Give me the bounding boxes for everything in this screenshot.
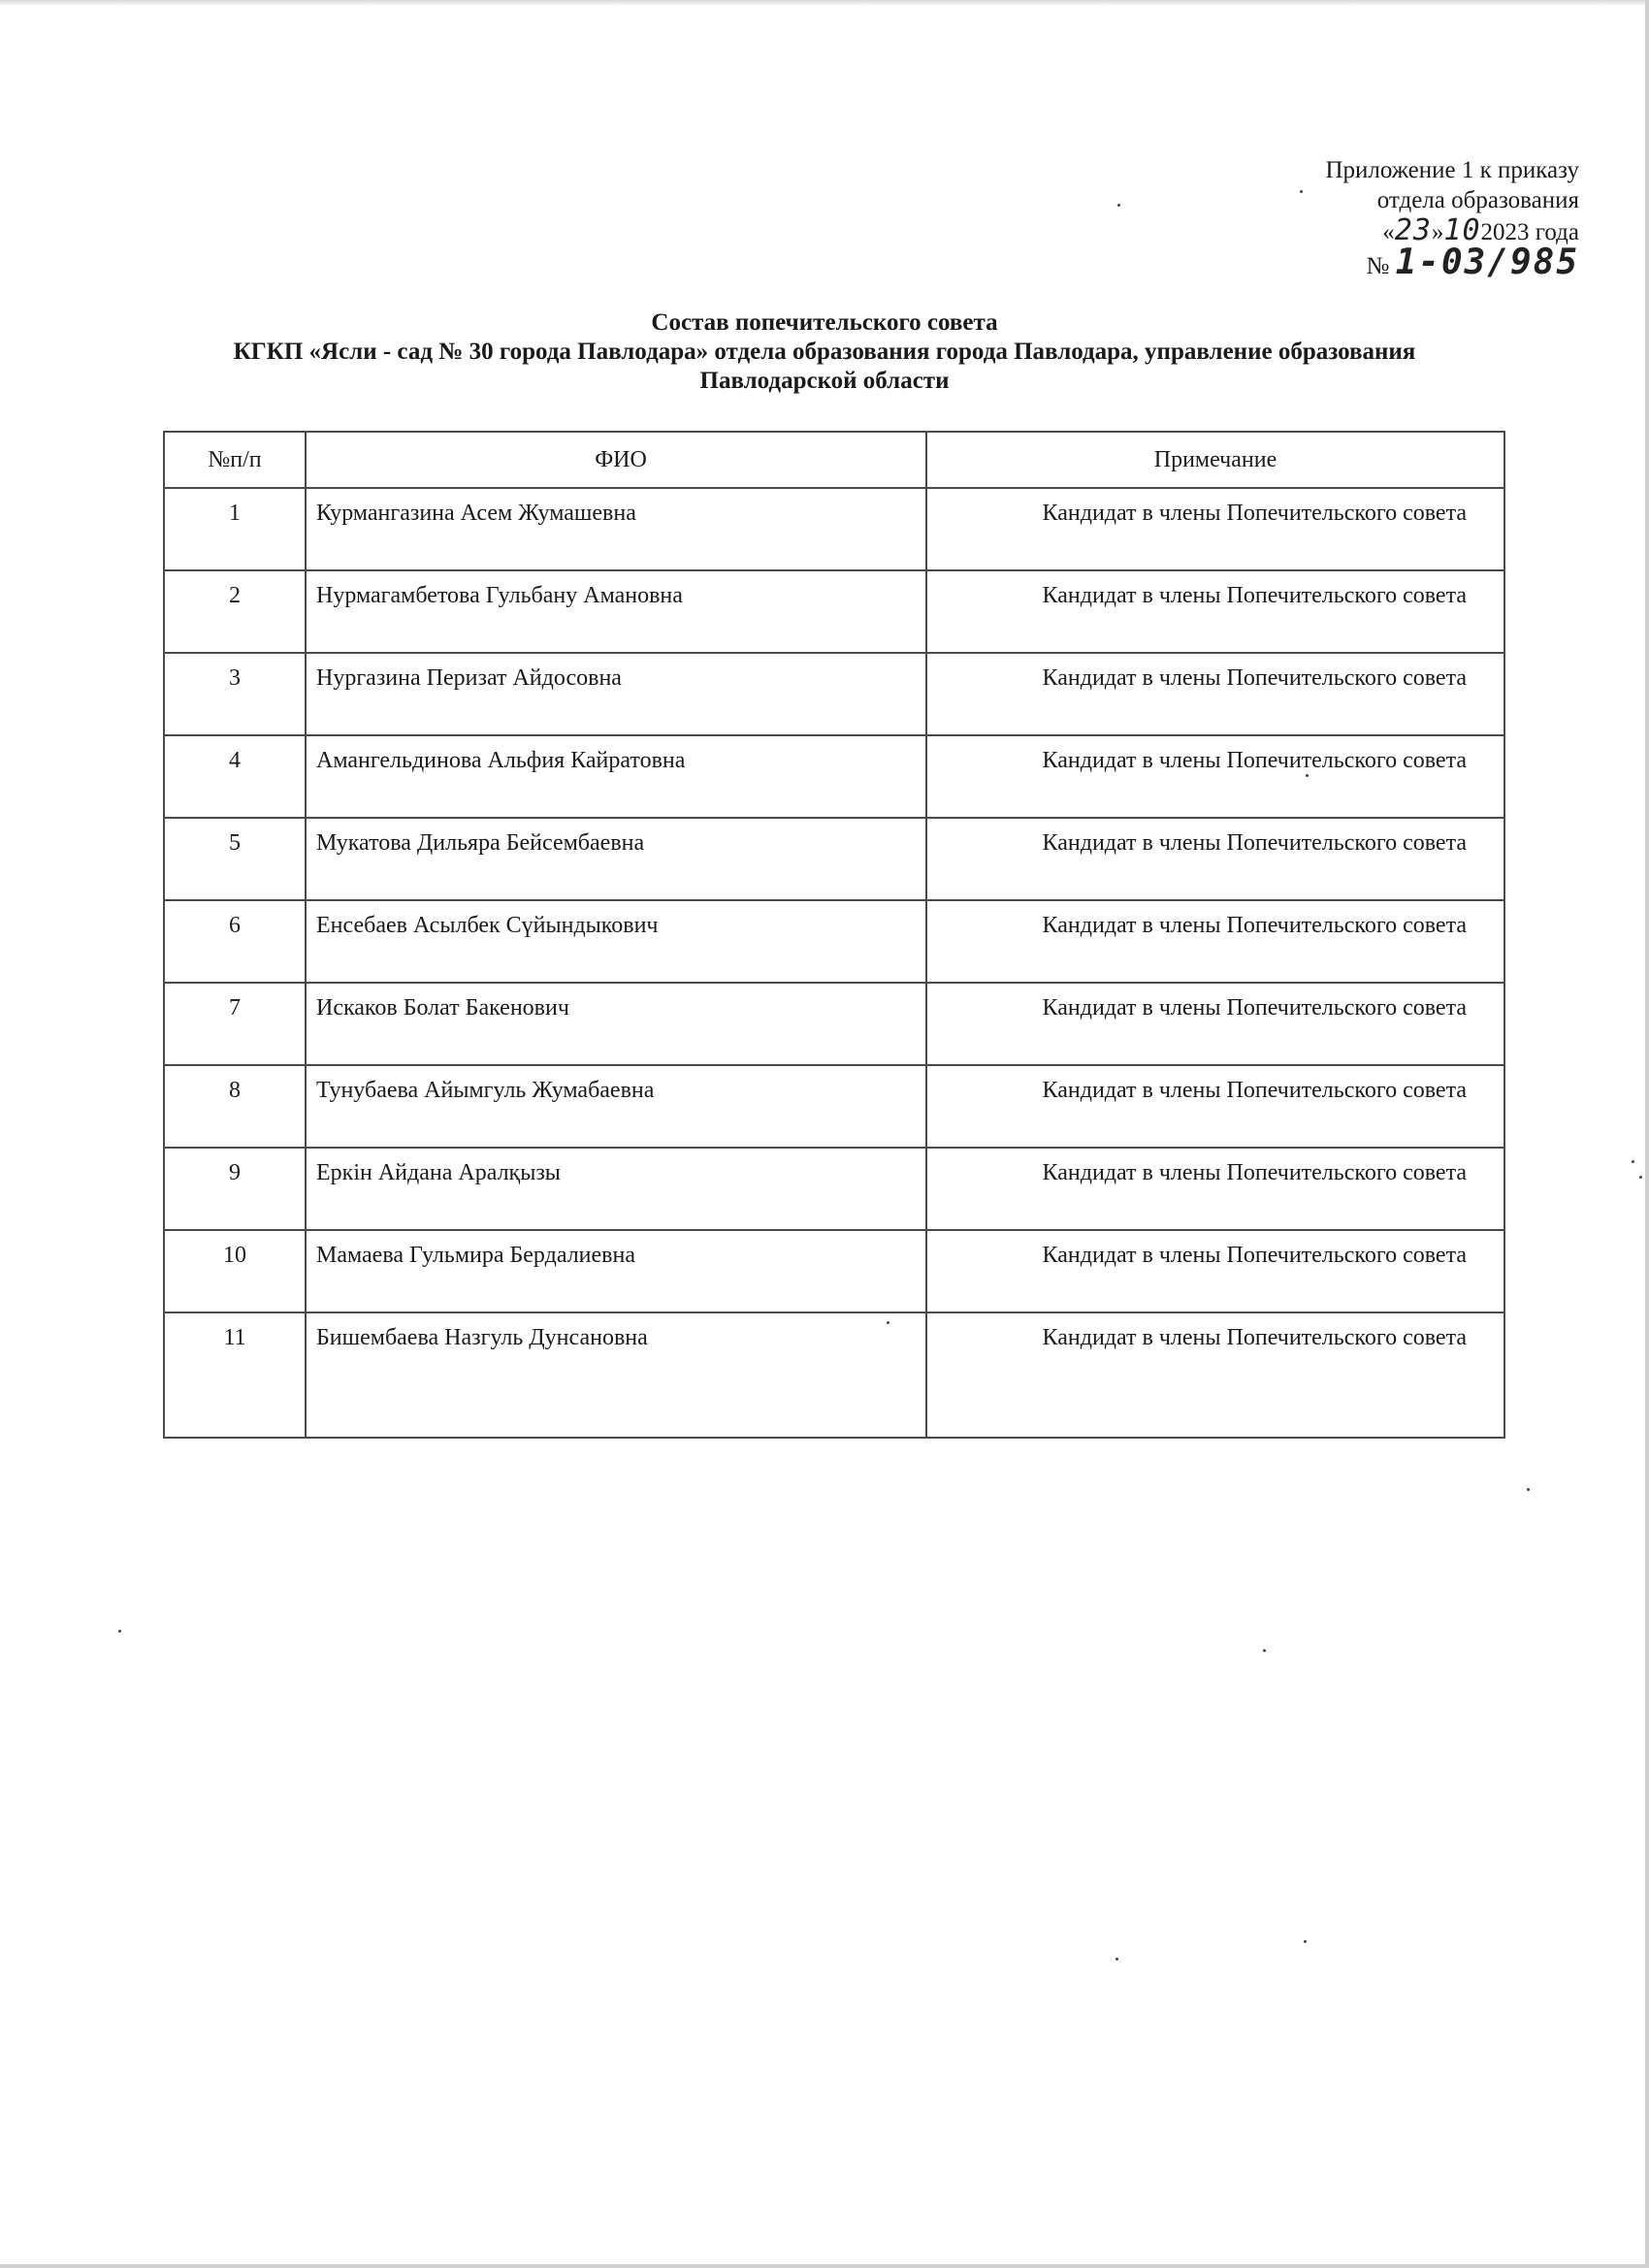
row-number: 4 bbox=[164, 735, 306, 818]
date-open-quote: « bbox=[1382, 219, 1395, 245]
date-close-quote: » bbox=[1431, 219, 1444, 245]
scan-speck bbox=[1300, 190, 1303, 193]
members-table bbox=[163, 431, 1505, 1439]
header-name: ФИО bbox=[306, 432, 926, 488]
row-name: Еркін Айдана Аралқызы bbox=[306, 1148, 926, 1230]
scan-edge-right bbox=[1645, 0, 1649, 2268]
scan-speck bbox=[118, 1630, 121, 1633]
table-row bbox=[164, 735, 1504, 818]
row-note: Кандидат в члены Попечительского совета bbox=[926, 735, 1504, 818]
number-sign: № bbox=[1366, 253, 1390, 279]
appendix-line-2: отдела образования bbox=[1376, 187, 1579, 213]
table-row bbox=[164, 570, 1504, 653]
header-note: Примечание bbox=[926, 432, 1504, 488]
row-number: 9 bbox=[164, 1148, 306, 1230]
title-line-2: КГКП «Ясли - сад № 30 города Павлодара» отдела образования города Павлодара, управление образования bbox=[233, 339, 1416, 365]
document-title bbox=[155, 308, 1494, 396]
appendix-header bbox=[1325, 155, 1579, 281]
appendix-order-number bbox=[1325, 243, 1579, 282]
row-note: Кандидат в члены Попечительского совета bbox=[926, 983, 1504, 1065]
row-name: Нургазина Перизат Айдосовна bbox=[306, 653, 926, 735]
table-row bbox=[164, 653, 1504, 735]
row-note: Кандидат в члены Попечительского совета bbox=[926, 1312, 1504, 1438]
row-name: Тунубаева Айымгуль Жумабаевна bbox=[306, 1065, 926, 1148]
row-name: Мамаева Гульмира Бердалиевна bbox=[306, 1230, 926, 1312]
table-row bbox=[164, 983, 1504, 1065]
scan-speck bbox=[1527, 1488, 1530, 1491]
row-note: Кандидат в члены Попечительского совета bbox=[926, 653, 1504, 735]
row-name: Искаков Болат Бакенович bbox=[306, 983, 926, 1065]
table-row bbox=[164, 488, 1504, 570]
row-number: 1 bbox=[164, 488, 306, 570]
table-row bbox=[164, 818, 1504, 900]
row-name: Курмангазина Асем Жумашевна bbox=[306, 488, 926, 570]
row-number: 5 bbox=[164, 818, 306, 900]
title-line-1: Состав попечительского совета bbox=[651, 309, 998, 336]
row-name: Мукатова Дильяра Бейсембаевна bbox=[306, 818, 926, 900]
row-note: Кандидат в члены Попечительского совета bbox=[926, 818, 1504, 900]
scan-speck bbox=[1304, 1940, 1307, 1943]
handwritten-month: 10 bbox=[1443, 213, 1481, 247]
row-note: Кандидат в члены Попечительского совета bbox=[926, 570, 1504, 653]
row-note: Кандидат в члены Попечительского совета bbox=[926, 1230, 1504, 1312]
row-number: 2 bbox=[164, 570, 306, 653]
table-row bbox=[164, 1148, 1504, 1230]
row-name: Енсебаев Асылбек Сүйындыкович bbox=[306, 900, 926, 983]
table-row bbox=[164, 1230, 1504, 1312]
scan-speck bbox=[1639, 1176, 1642, 1179]
title-line-3: Павлодарской области bbox=[699, 368, 950, 394]
row-name: Бишембаева Назгуль Дунсановна bbox=[306, 1312, 926, 1438]
header-number: №п/п bbox=[164, 432, 306, 488]
table-header-row bbox=[164, 432, 1504, 488]
row-name: Амангельдинова Альфия Кайратовна bbox=[306, 735, 926, 818]
scan-speck bbox=[1263, 1649, 1266, 1652]
row-number: 7 bbox=[164, 983, 306, 1065]
row-number: 10 bbox=[164, 1230, 306, 1312]
scan-speck bbox=[1116, 1958, 1118, 1960]
row-number: 6 bbox=[164, 900, 306, 983]
scan-edge-top bbox=[0, 0, 1649, 6]
scan-edge-bottom bbox=[0, 2264, 1649, 2268]
table-row bbox=[164, 900, 1504, 983]
scan-speck bbox=[1632, 1160, 1634, 1163]
row-note: Кандидат в члены Попечительского совета bbox=[926, 1148, 1504, 1230]
row-note: Кандидат в члены Попечительского совета bbox=[926, 900, 1504, 983]
row-number: 11 bbox=[164, 1312, 306, 1438]
handwritten-order-number: 1-03/985 bbox=[1395, 243, 1579, 282]
scan-speck bbox=[1306, 774, 1309, 777]
scan-speck bbox=[1117, 204, 1120, 207]
row-number: 3 bbox=[164, 653, 306, 735]
row-name: Нурмагамбетова Гульбану Амановна bbox=[306, 570, 926, 653]
appendix-line-1: Приложение 1 к приказу bbox=[1325, 157, 1579, 183]
date-year: 2023 года bbox=[1480, 219, 1579, 245]
handwritten-day: 23 bbox=[1394, 213, 1432, 247]
row-note: Кандидат в члены Попечительского совета bbox=[926, 488, 1504, 570]
scan-speck bbox=[887, 1321, 889, 1324]
table-row bbox=[164, 1065, 1504, 1148]
table-row bbox=[164, 1312, 1504, 1438]
row-note: Кандидат в члены Попечительского совета bbox=[926, 1065, 1504, 1148]
row-number: 8 bbox=[164, 1065, 306, 1148]
